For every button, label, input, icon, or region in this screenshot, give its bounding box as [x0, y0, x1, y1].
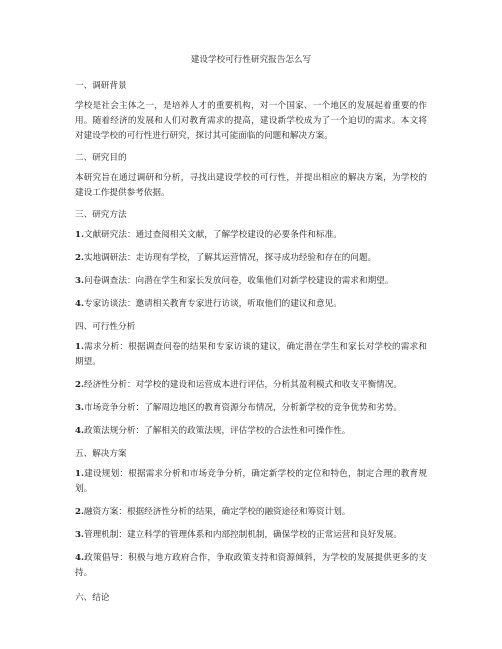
- list-item: [75, 297, 427, 312]
- document-title: 建设学校可行性研究报告怎么写: [190, 55, 312, 65]
- section-heading-conclusion: 六、结论: [75, 593, 110, 603]
- list-item: [75, 378, 427, 393]
- list-item-text: 需求分析：根据调查问卷的结果和专家访谈的建议，确定潜在学生和家长对学校的需求和期望。: [75, 342, 427, 367]
- list-item-text: 文献研究法：通过查阅相关文献，了解学校建设的必要条件和标准。: [83, 230, 342, 240]
- list-item-number: 2.: [75, 507, 84, 517]
- list-item: [75, 424, 427, 439]
- list-item-number: 4.: [75, 426, 84, 436]
- section-heading-methods: 三、研究方法: [75, 210, 127, 220]
- list-item-text: 建设规划：根据需求分析和市场竞争分析，确定新学校的定位和特色，制定合理的教育规划。: [75, 469, 427, 494]
- list-item-number: 4.: [75, 553, 84, 563]
- list-item-number: 3.: [75, 530, 84, 540]
- list-item-number: 1.: [75, 469, 84, 479]
- list-item: [75, 551, 427, 581]
- list-item: [75, 340, 427, 370]
- section-heading-solutions: 五、解决方案: [75, 449, 127, 459]
- list-item-text: 管理机制：建立科学的管理体系和内部控制机制，确保学校的正常运营和良好发展。: [83, 530, 402, 540]
- list-item-number: 3.: [75, 403, 84, 413]
- list-item-number: 2.: [75, 253, 84, 263]
- list-item: [75, 228, 427, 243]
- paragraph-text: 学校是社会主体之一，是培养人才的重要机构，对一个国家、一个地区的发展起着重要的作用。随着经济的发展和人们对教育需求的提高，建设新学校成为了一个迫切的需求。本文将对建设学校的可行性进行研究，探讨其可能面临的问题和解决方案。: [75, 101, 427, 141]
- list-item-text: 政策倡导：积极与地方政府合作，争取政策支持和资源倾斜，为学校的发展提供更多的支持。: [75, 553, 427, 578]
- list-item-text: 市场竞争分析：了解周边地区的教育资源分布情况，分析新学校的竞争优势和劣势。: [83, 403, 402, 413]
- list-item-number: 4.: [75, 299, 84, 309]
- list-item-text: 政策法规分析：了解相关的政策法规，评估学校的合法性和可操作性。: [83, 426, 351, 436]
- list-item-number: 3.: [75, 276, 84, 286]
- list-item: [75, 274, 427, 289]
- list-item-text: 专家访谈法：邀请相关教育专家进行访谈，听取他们的建议和意见。: [83, 299, 342, 309]
- list-item-number: 1.: [75, 342, 84, 352]
- list-item-number: 2.: [75, 380, 84, 390]
- list-item-number: 1.: [75, 230, 84, 240]
- list-item: [75, 528, 427, 543]
- section-heading-background: 一、调研背景: [75, 81, 127, 91]
- list-item: [75, 467, 427, 497]
- list-item-text: 经济性分析：对学校的建设和运营成本进行评估，分析其盈利模式和收支平衡情况。: [83, 380, 402, 390]
- list-item-text: 问卷调查法：向潜在学生和家长发放问卷，收集他们对新学校建设的需求和期望。: [83, 276, 394, 286]
- list-item: [75, 401, 427, 416]
- list-item-text: 融资方案：根据经济性分析的结果，确定学校的融资途径和筹资计划。: [83, 507, 351, 517]
- list-item-text: 实地调研法：走访现有学校，了解其运营情况，探寻成功经验和存在的问题。: [83, 253, 377, 263]
- paragraph-purpose: [75, 171, 427, 201]
- section-heading-feasibility: 四、可行性分析: [75, 322, 136, 332]
- list-item: [75, 251, 427, 266]
- paragraph-background: [75, 99, 427, 144]
- section-heading-purpose: 二、研究目的: [75, 153, 127, 163]
- list-item: [75, 505, 427, 520]
- paragraph-text: 本研究旨在通过调研和分析，寻找出建设学校的可行性，并提出相应的解决方案，为学校的建设工作提供参考依据。: [75, 173, 427, 198]
